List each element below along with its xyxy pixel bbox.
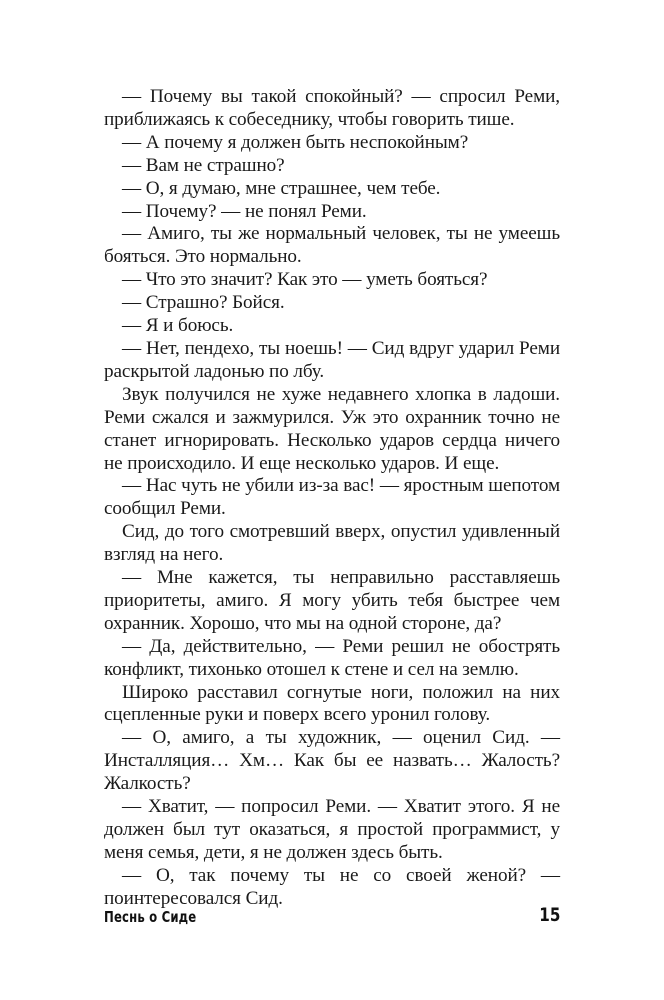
page-footer [104,904,560,930]
paragraph: — Вам не страшно? [122,154,285,176]
paragraph: — А почему я должен быть неспокойным? [122,131,469,153]
paragraph: — О, я думаю, мне страшнее, чем тебе. [122,177,441,199]
page-number: 15 [538,904,560,926]
paragraph: — О, так почему ты не со своей женой? — поинтересовался Сид. [104,864,560,909]
running-title: Песнь о Сиде [104,908,197,926]
paragraph: — Нет, пендехо, ты ноешь! — Сид вдруг ударил Реми раскрытой ладонью по лбу. [104,337,560,382]
paragraph: — Амиго, ты же нормальный человек, ты не умеешь бояться. Это нормально. [104,223,560,268]
paragraph: Широко расставил согнутые ноги, положил на них сцепленные руки и поверх всего уронил голову. [104,681,560,726]
paragraph: — Почему? — не понял Реми. [122,200,367,222]
paragraph: — Страшно? Бойся. [122,292,285,314]
paragraph: — Мне кажется, ты неправильно расставляешь приоритеты, амиго. Я могу убить тебя быстрее чем охранник. Хорошо, что мы на одной стороне, да? [104,567,560,634]
paragraph: — Хватит, — попросил Реми. — Хватит этого. Я не должен был тут оказаться, я простой программист, у меня семья, дети, я не должен здесь быть. [104,796,560,863]
paragraph: — Да, действительно, — Реми решил не обострять конфликт, тихонько отошел к стене и сел на землю. [104,635,560,680]
paragraph: Сид, до того смотревший вверх, опустил удивленный взгляд на него. [104,521,560,566]
paragraph: — О, амиго, а ты художник, — оценил Сид. — Инсталляция… Хм… Как бы ее назвать… Жалость? Жалкость? [104,727,560,795]
paragraph: — Что это значит? Как это — уметь бояться? [122,269,488,291]
paragraph: Звук получился не хуже недавнего хлопка в ладоши. Реми сжался и зажмурился. Уж это охранник точно не станет игнорировать. Несколько ударов сердца ничего не происходило. И еще несколько ударов. И еще. [104,383,560,474]
paragraph: — Я и боюсь. [122,315,234,337]
paragraph: — Нас чуть не убили из-за вас! — яростным шепотом сообщил Реми. [104,475,560,520]
body-text [104,86,560,911]
paragraph: — Почему вы такой спокойный? — спросил Реми, приближаясь к собеседнику, чтобы говорить тише. [104,86,560,130]
